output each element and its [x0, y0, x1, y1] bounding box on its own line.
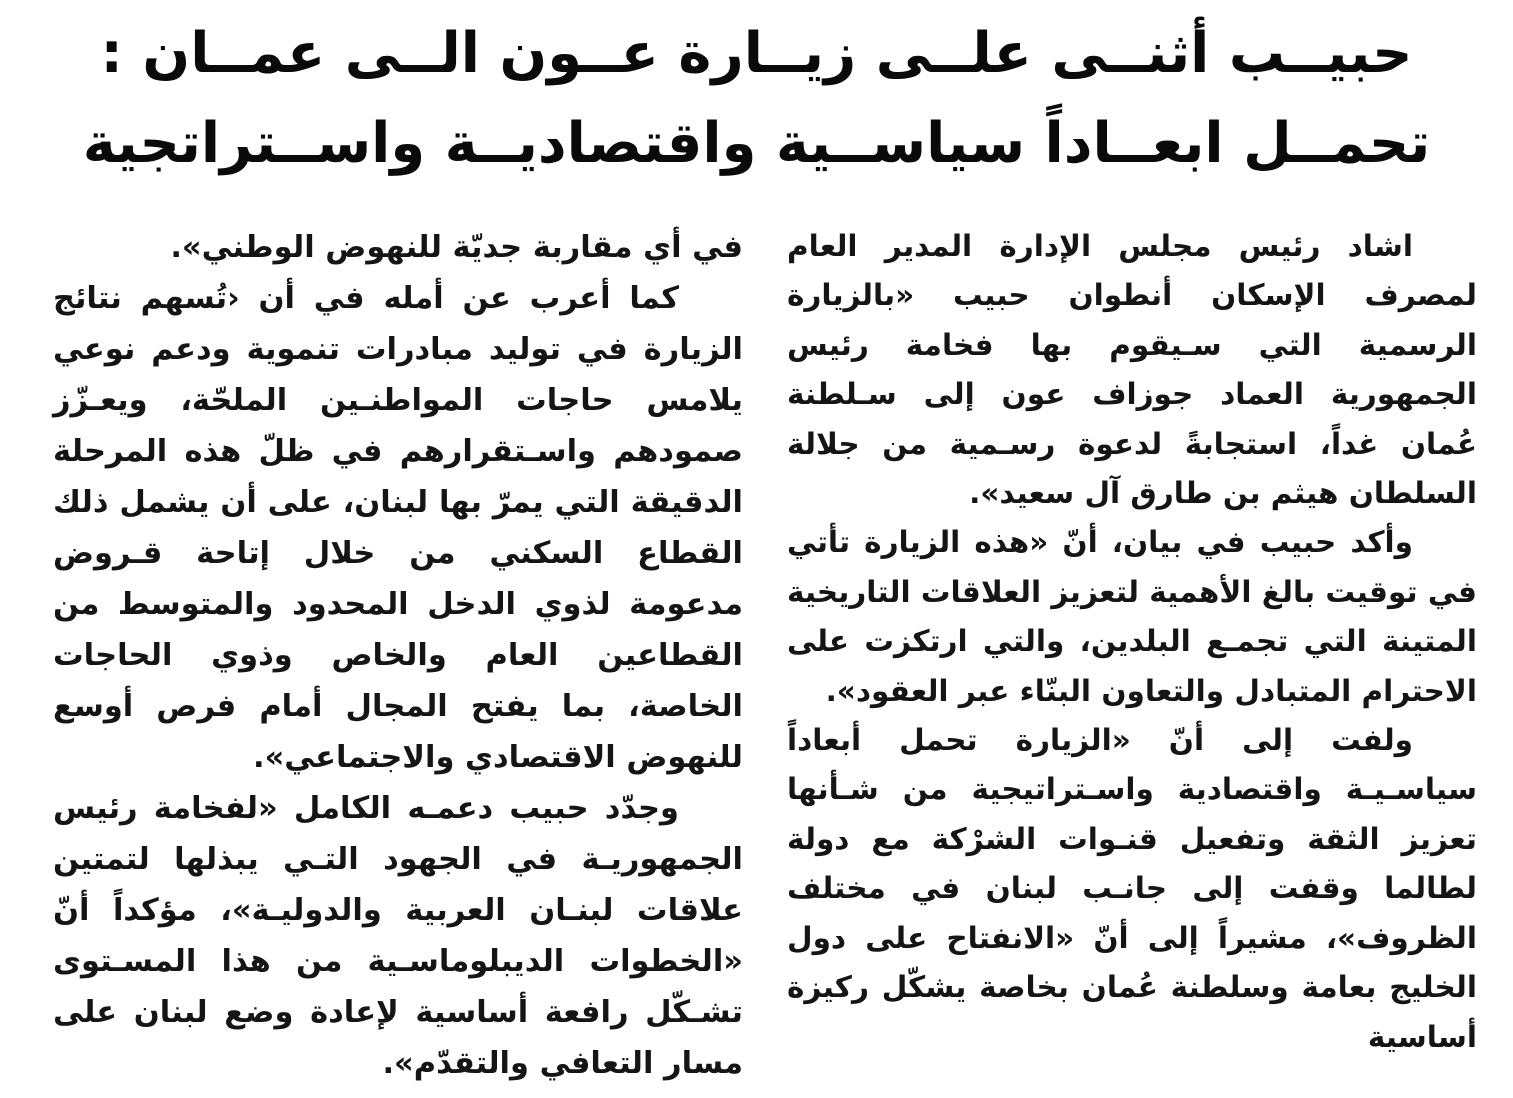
- paragraph: كما أعرب عن أمله في أن ‹تُسهم نتائج الزيارة في توليد مبادرات تنموية ودعم نوعي يلامس حاجات المواطنـين الملحّة، ويعـزّز صمودهم واسـتقرارهم في ظلّ هذه المرحلة الدقيقة التي يمرّ بها لبنان، على أن يشمل ذلك القطاع السكني من خلال إتاحة قـروض مدعومة لذوي الدخل المحدود والمتوسط من القطاعين العام والخاص وذوي الحاجات الخاصة، بما يفتح المجال أمام فرص أوسع للنهوض الاقتصادي والاجتماعي».: [53, 281, 743, 775]
- headline-line-1: حبيــب أثنــى علــى زيــارة عــون الــى عمــان :: [100, 21, 1413, 86]
- headline-line-2: تحمــل ابعــاداً سياســية واقتصاديــة واســتراتجية: [82, 111, 1431, 176]
- paragraph: اشاد رئيس مجلس الإدارة المدير العام لمصرف الإسكان أنطوان حبيب «بالزيارة الرسمية التي سـيقوم بها فخامة رئيس الجمهورية العماد جوزاف عون إلى سـلطنة عُمان غداً، استجابةً لدعوة رسـمية من جلالة السلطان هيثم بن طارق آل سعيد».: [787, 229, 1477, 511]
- paragraph: وأكد حبيب في بيان، أنّ «هذه الزيارة تأتي في توقيت بالغ الأهمية لتعزيز العلاقات التاريخية المتينة التي تجمـع البلدين، والتي ارتكزت على الاحترام المتبادل والتعاون البنّاء عبر العقود».: [787, 525, 1477, 708]
- paragraph-continuation: في أي مقاربة جديّة للنهوض الوطني».: [170, 230, 743, 265]
- paragraph: وجدّد حبيب دعمـه الكامل «لفخامة رئيس الجمهوريـة في الجهود التـي يبذلها لتمتين علاقات لبنـان العربية والدوليـة»، مؤكداً أنّ «الخطوات الديبلوماسـية من هذا المسـتوى تشـكّل رافعة أساسية لإعادة وضع لبنان على مسار التعافي والتقدّم».: [53, 791, 743, 1081]
- article-column-left: [53, 222, 743, 1089]
- article-column-right: [787, 222, 1477, 1062]
- paragraph: ولفت إلى أنّ «الزيارة تحمل أبعاداً سياسـيـة واقتصادية واسـتراتيجية من شـأنها تعزيز الثقة وتفعيل قنـوات الشرْكة مع دولة لطالما وقفت إلى جانـب لبنان في مختلف الظروف»، مشيراً إلى أنّ «الانفتاح على دول الخليج بعامة وسلطنة عُمان بخاصة يشكّل ركيزة أساسية: [787, 723, 1477, 1054]
